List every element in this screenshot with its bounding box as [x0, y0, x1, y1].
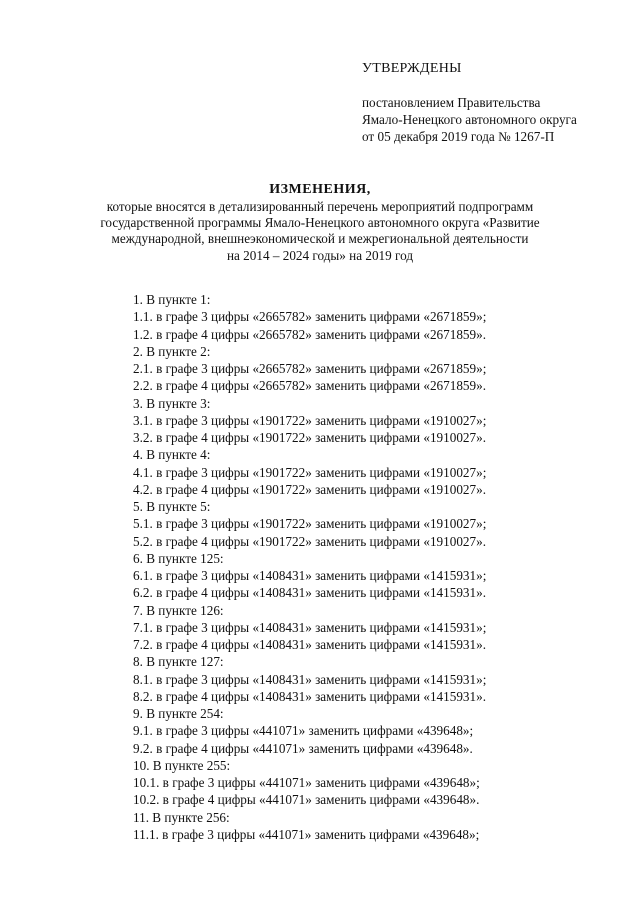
list-item: 9.1. в графе 3 цифры «441071» заменить цифрами «439648»;: [133, 723, 474, 739]
list-item: 10.1. в графе 3 цифры «441071» заменить цифрами «439648»;: [133, 775, 480, 790]
list-item: 2.1. в графе 3 цифры «2665782» заменить цифрами «2671859»;: [133, 361, 487, 376]
list-item: 2.2. в графе 4 цифры «2665782» заменить цифрами «2671859».: [133, 378, 486, 394]
list-item: 11. В пункте 256:: [133, 809, 230, 825]
list-item: 6.1. в графе 3 цифры «1408431» заменить цифрами «1415931»;: [133, 568, 487, 583]
list-item: 2. В пункте 2:: [133, 343, 211, 359]
list-item: 9.2. в графе 4 цифры «441071» заменить цифрами «439648».: [133, 740, 473, 756]
list-item: 1.2. в графе 4 цифры «2665782» заменить цифрами «2671859».: [133, 326, 486, 342]
list-item: 3.2. в графе 4 цифры «1901722» заменить цифрами «1910027».: [133, 430, 486, 445]
list-item: 8.1. в графе 3 цифры «1408431» заменить цифрами «1415931»;: [133, 671, 487, 687]
approval-line-1: постановлением Правительства: [362, 95, 541, 110]
list-item: 6. В пункте 125:: [133, 550, 224, 566]
list-item: 1. В пункте 1:: [133, 292, 211, 307]
list-item: 9. В пункте 254:: [133, 706, 224, 721]
list-item: 11.1. в графе 3 цифры «441071» заменить цифрами «439648»;: [133, 826, 480, 842]
document-subtitle: [0, 199, 640, 264]
approval-title: УТВЕРЖДЕНЫ: [362, 61, 462, 76]
subtitle-line: международной, внешнеэкономической и межрегиональной деятельности: [111, 231, 529, 247]
subtitle-line: государственной программы Ямало-Ненецкого автономного округа «Развитие: [100, 215, 540, 231]
list-item: 1.1. в графе 3 цифры «2665782» заменить цифрами «2671859»;: [133, 309, 487, 325]
list-item: 7.1. в графе 3 цифры «1408431» заменить цифрами «1415931»;: [133, 619, 487, 635]
list-item: 5.1. в графе 3 цифры «1901722» заменить цифрами «1910027»;: [133, 516, 487, 532]
list-item: 4. В пункте 4:: [133, 447, 211, 463]
document-title: ИЗМЕНЕНИЯ,: [269, 182, 371, 197]
list-item: 4.1. в графе 3 цифры «1901722» заменить цифрами «1910027»;: [133, 464, 487, 480]
list-item: 3.1. в графе 3 цифры «1901722» заменить цифрами «1910027»;: [133, 412, 487, 428]
list-item: 7. В пункте 126:: [133, 602, 224, 618]
list-item: 5.2. в графе 4 цифры «1901722» заменить цифрами «1910027».: [133, 533, 486, 549]
list-item: 7.2. в графе 4 цифры «1408431» заменить цифрами «1415931».: [133, 637, 486, 652]
list-item: 8.2. в графе 4 цифры «1408431» заменить цифрами «1415931».: [133, 688, 486, 704]
list-item: 10. В пункте 255:: [133, 757, 231, 773]
list-item: 8. В пункте 127:: [133, 654, 224, 670]
list-item: 3. В пункте 3:: [133, 395, 211, 411]
subtitle-line: которые вносятся в детализированный перечень мероприятий подпрограмм: [106, 199, 534, 214]
approval-line-2: Ямало-Ненецкого автономного округа: [362, 112, 577, 127]
list-item: 6.2. в графе 4 цифры «1408431» заменить цифрами «1415931».: [133, 585, 486, 601]
approval-line-3: от 05 декабря 2019 года № 1267-П: [362, 129, 555, 144]
changes-list: [133, 291, 486, 843]
list-item: 10.2. в графе 4 цифры «441071» заменить цифрами «439648».: [133, 792, 480, 808]
list-item: 4.2. в графе 4 цифры «1901722» заменить цифрами «1910027».: [133, 481, 486, 497]
subtitle-line: на 2014 – 2024 годы» на 2019 год: [226, 247, 414, 263]
list-item: 5. В пункте 5:: [133, 499, 211, 514]
